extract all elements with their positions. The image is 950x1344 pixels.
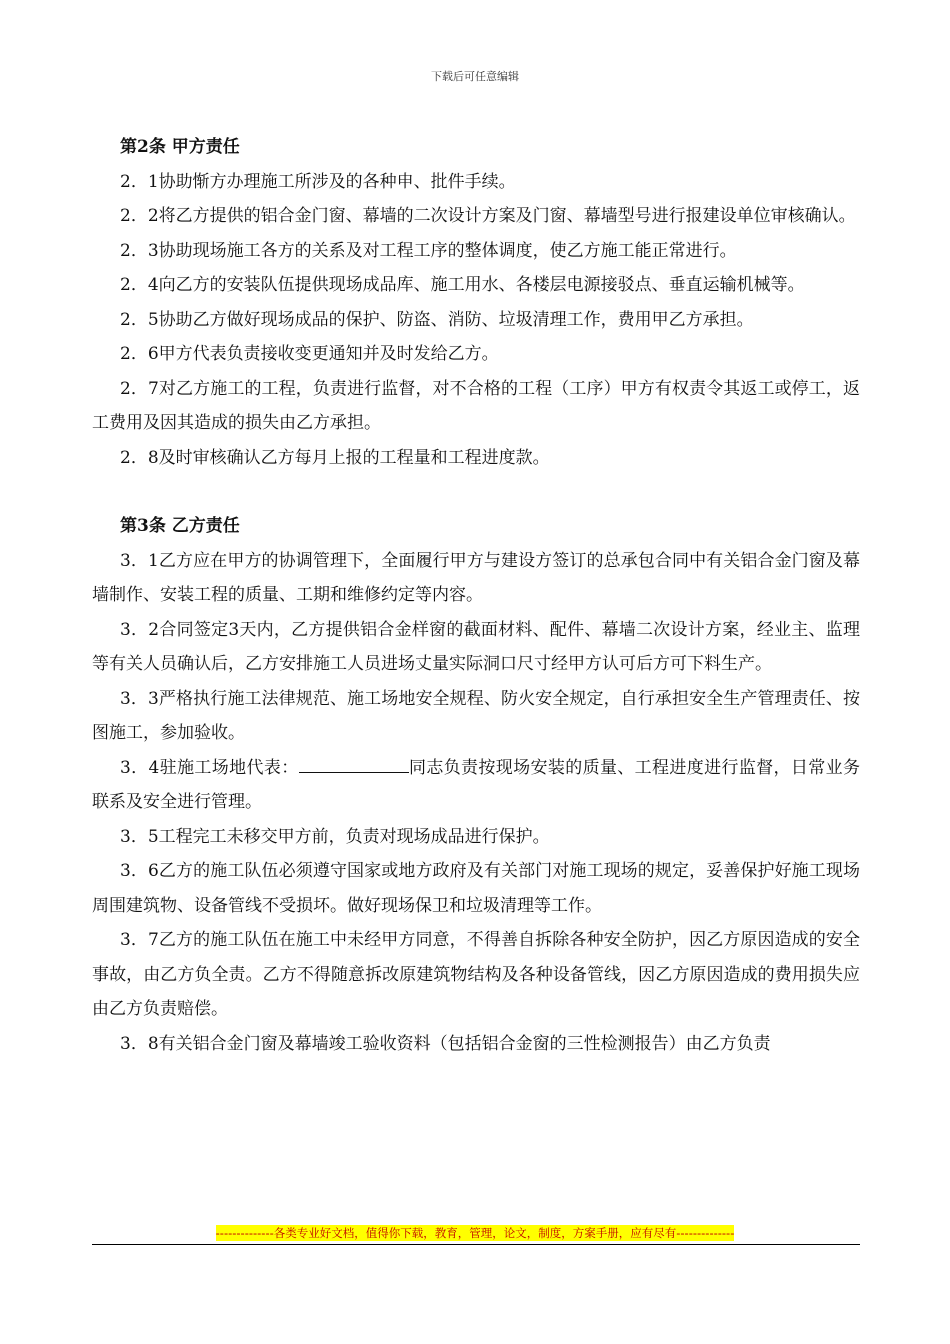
clause-2-3: 2．3协助现场施工各方的关系及对工程工序的整体调度，使乙方施工能正常进行。 [120,240,737,261]
footer-divider [92,1244,860,1245]
clause-3-7: 3．7乙方的施工队伍在施工中未经甲方同意，不得善自拆除各种安全防护，因乙方原因造成的安全事故，由乙方负全责。乙方不得随意拆改原建筑物结构及各种设备管线，因乙方原因造成的费用损失应由乙方负责赔偿。 [92,930,860,1019]
page-header: 下载后可任意编辑 [431,70,519,83]
section-heading-party-b: 第3条 乙方责任 [120,516,240,536]
clause-2-1: 2．1协助惭方办理施工所涉及的各种申、批件手续。 [120,171,516,192]
clause-3-3: 3．3严格执行施工法律规范、施工场地安全规程、防火安全规定，自行承担安全生产管理责任、按图施工，参加验收。 [92,688,860,743]
clause-3-4-after-blank: 同志负责按现场安装的质量、工程进度进行监督，日常业务联系及安全进行管理。 [92,757,860,812]
clause-3-5: 3．5工程完工未移交甲方前，负责对现场成品进行保护。 [120,826,550,847]
clause-2-4: 2．4向乙方的安装队伍提供现场成品库、施工用水、各楼层电源接驳点、垂直运输机械等。 [120,275,805,295]
clause-2-2: 2．2将乙方提供的铝合金门窗、幕墙的二次设计方案及门窗、幕墙型号进行报建设单位审核确认。 [120,206,856,226]
clause-2-7: 2．7对乙方施工的工程，负责进行监督，对不合格的工程（工序）甲方有权责令其返工或停工，返工费用及因其造成的损失由乙方承担。 [92,378,860,433]
clause-3-6: 3．6乙方的施工队伍必须遵守国家或地方政府及有关部门对施工现场的规定，妥善保护好施工现场周围建筑物、设备管线不受损坏。做好现场保卫和垃圾清理等工作。 [92,861,860,916]
clause-3-1: 3．1乙方应在甲方的协调管理下，全面履行甲方与建设方签订的总承包合同中有关铝合金门窗及幕墙制作、安装工程的质量、工期和维修约定等内容。 [92,550,860,605]
clause-2-8: 2．8及时审核确认乙方每月上报的工程量和工程进度款。 [120,447,550,468]
representative-name-blank[interactable] [299,754,409,773]
section-heading-party-a: 第2条 甲方责任 [120,137,240,157]
document-body [92,130,860,1061]
clause-2-6: 2．6甲方代表负责接收变更通知并及时发给乙方。 [120,344,499,364]
clause-3-2: 3．2合同签定3天内，乙方提供铝合金样窗的截面材料、配件、幕墙二次设计方案，经业主、监理等有关人员确认后，乙方安排施工人员进场丈量实际洞口尺寸经甲方认可后方可下料生产。 [92,619,860,674]
clause-3-4-before-blank: 3．4驻施工场地代表： [120,757,299,778]
clause-3-8: 3．8有关铝合金门窗及幕墙竣工验收资料（包括铝合金窗的三性检测报告）由乙方负责 [120,1033,771,1054]
footer-banner-text: --------------各类专业好文档，值得你下载，教育，管理，论文，制度，方案手册，应有尽有-------------- [215,1226,735,1240]
footer-banner [0,1225,950,1241]
section-spacer [92,475,860,509]
clause-3-4 [92,751,860,820]
clause-2-5: 2．5协助乙方做好现场成品的保护、防盗、消防、垃圾清理工作，费用甲乙方承担。 [120,309,754,330]
